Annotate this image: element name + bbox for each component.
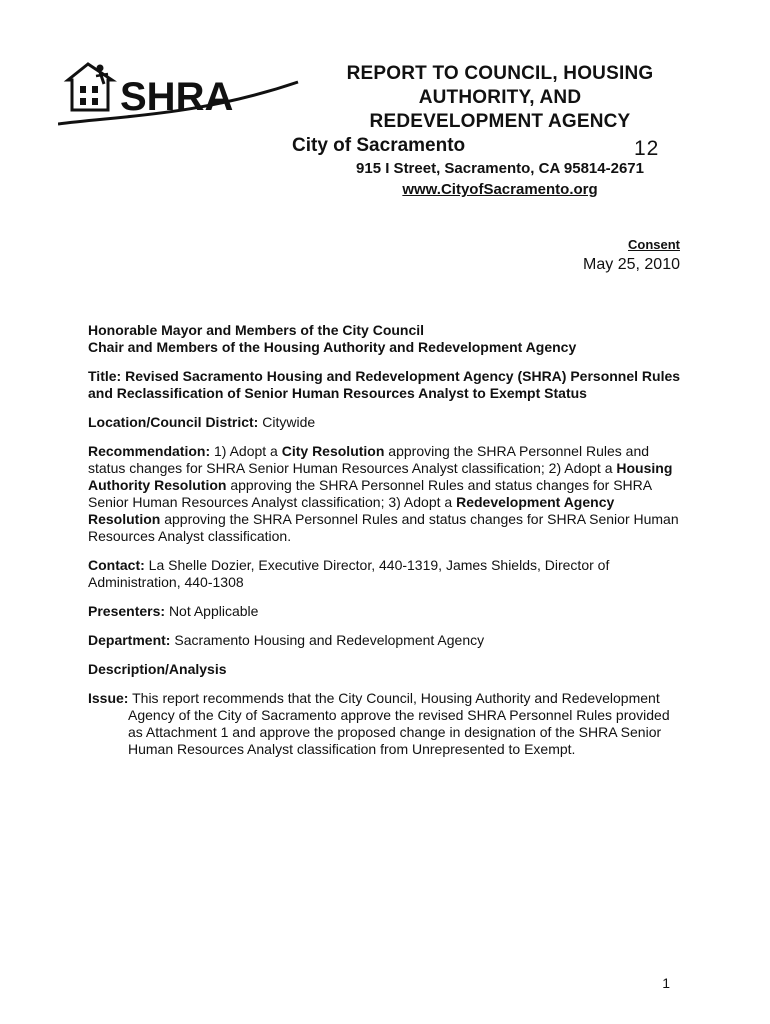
issue-section <box>88 690 688 758</box>
logo-text: SHRA <box>120 75 234 119</box>
department-section <box>88 632 688 649</box>
presenters-section <box>88 603 688 620</box>
agenda-item-number: 12 <box>634 137 660 160</box>
title-label: Title: <box>88 368 122 384</box>
report-body <box>88 322 688 770</box>
redevelopment-agency-resolution: Redevelopment Agency Resolution <box>88 494 615 527</box>
presenters-label: Presenters: <box>88 603 166 619</box>
location-value: Citywide <box>262 414 316 430</box>
report-date: May 25, 2010 <box>583 256 680 273</box>
addressee-line1: Honorable Mayor and Members of the City Council <box>88 322 425 338</box>
issue-label: Issue: <box>88 690 129 706</box>
shra-logo <box>58 58 308 130</box>
location-section <box>88 414 688 431</box>
department-value: Sacramento Housing and Redevelopment Agency <box>174 632 485 648</box>
report-title <box>88 368 688 402</box>
city-resolution: City Resolution <box>281 443 385 459</box>
page-number: 1 <box>662 975 670 991</box>
addressees <box>88 322 688 356</box>
department-label: Department: <box>88 632 171 648</box>
contact-label: Contact: <box>88 557 145 573</box>
presenters-value: Not Applicable <box>168 603 259 619</box>
contact-value: La Shelle Dozier, Executive Director, 440-1319, James Shields, Director of Administration, 440-1308 <box>88 557 610 590</box>
city-name: City of Sacramento <box>292 135 466 156</box>
recommendation-text-1: 1) Adopt a <box>214 443 278 459</box>
recommendation-text-2: approving the SHRA Personnel Rules and status changes for SHRA Senior Human Resources Analyst classification; 2) Adopt a <box>88 443 650 476</box>
city-row <box>292 135 672 161</box>
recommendation-text-4: approving the SHRA Personnel Rules and status changes for SHRA Senior Human Resources Analyst classification. <box>88 511 679 544</box>
city-address: 915 I Street, Sacramento, CA 95814-2671 <box>356 160 644 177</box>
housing-authority-resolution: Housing Authority Resolution <box>88 460 673 493</box>
addressee-line2: Chair and Members of the Housing Authority and Redevelopment Agency <box>88 339 577 355</box>
header-title-line1: REPORT TO COUNCIL, HOUSING <box>346 63 654 84</box>
report-header <box>290 62 710 134</box>
header-title-line3: REDEVELOPMENT AGENCY <box>369 111 631 132</box>
title-text: Revised Sacramento Housing and Redevelopment Agency (SHRA) Personnel Rules and Reclassification of Senior Human Resources Analyst to Exempt Status <box>88 368 681 401</box>
recommendation-text-3: approving the SHRA Personnel Rules and status changes for SHRA Senior Human Resources Analyst classification; 3) Adopt a <box>88 477 652 510</box>
city-website-link[interactable]: www.CityofSacramento.org <box>402 181 598 198</box>
agenda-type: Consent <box>628 237 680 252</box>
recommendation-section <box>88 443 688 545</box>
location-label: Location/Council District: <box>88 414 259 430</box>
contact-section <box>88 557 688 591</box>
description-heading: Description/Analysis <box>88 661 227 677</box>
issue-value: This report recommends that the City Council, Housing Authority and Redevelopment Agency of the City of Sacramento approve the revised SHRA Personnel Rules provided as Attachment 1 and approve the proposed change in designation of the SHRA Senior Human Resources Analyst classification from Unrepresented to Exempt. <box>128 690 670 757</box>
recommendation-label: Recommendation: <box>88 443 211 459</box>
header-title-line2: AUTHORITY, AND <box>418 87 582 108</box>
